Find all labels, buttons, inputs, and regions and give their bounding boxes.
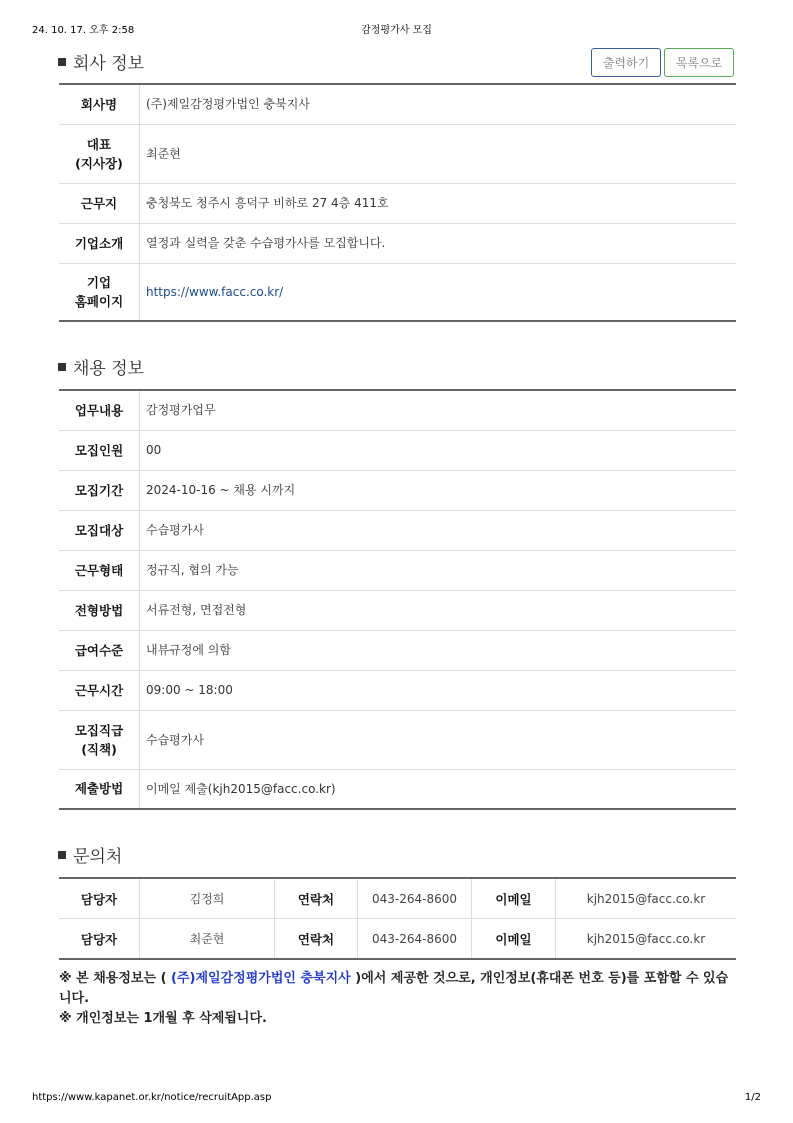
contact-section-title (58, 842, 122, 867)
table-row (59, 263, 736, 321)
table-row (59, 710, 736, 769)
notice-line-2: ※ 개인정보는 1개월 후 삭제됩니다. (59, 1011, 267, 1026)
employment-type-value: 정규직, 협의 가능 (140, 550, 737, 590)
ceo-label: 대표 (지사장) (59, 124, 140, 183)
salary-value: 내뷰규정에 의함 (140, 630, 737, 670)
print-page-title: 감정평가사 모집 (361, 25, 432, 36)
job-duty-value: 감정평가업무 (140, 390, 737, 430)
square-bullet-icon (58, 851, 66, 859)
table-row (59, 390, 736, 430)
workplace-label: 근무지 (59, 183, 140, 223)
person-label: 담당자 (59, 878, 140, 919)
company-info-table (59, 83, 736, 322)
print-url: https://www.kapanet.or.kr/notice/recruitApp.asp (32, 1092, 272, 1103)
selection-method-value: 서류전형, 면접전형 (140, 590, 737, 630)
person-value: 김정희 (140, 878, 275, 919)
table-row (59, 919, 736, 960)
table-row (59, 470, 736, 510)
phone-value: 043-264-8600 (358, 919, 472, 960)
salary-label: 급여수준 (59, 630, 140, 670)
contact-table (59, 877, 736, 960)
employment-type-label: 근무형태 (59, 550, 140, 590)
notice-suffix: )에서 제공한 것으로, 개인정보(휴대폰 번호 등)를 포함할 수 있습니다. (59, 971, 729, 1006)
ceo-value: 최준현 (140, 124, 737, 183)
selection-method-label: 전형방법 (59, 590, 140, 630)
homepage-label: 기업 홈페이지 (59, 263, 140, 321)
table-row (59, 550, 736, 590)
privacy-notice (59, 969, 739, 1029)
target-value: 수습평가사 (140, 510, 737, 550)
table-row (59, 590, 736, 630)
print-datetime: 24. 10. 17. 오후 2:58 (32, 25, 135, 36)
square-bullet-icon (58, 363, 66, 371)
table-row (59, 769, 736, 809)
person-label: 담당자 (59, 919, 140, 960)
company-intro-value: 열정과 실력을 갖춘 수습평가사를 모집합니다. (140, 223, 737, 263)
table-row (59, 84, 736, 124)
notice-company-name: (주)제일감정평가법인 충북지사 (171, 971, 351, 986)
table-row (59, 878, 736, 919)
phone-label: 연락처 (275, 919, 358, 960)
company-name-value: (주)제일감정평가법인 충북지사 (140, 84, 737, 124)
print-button[interactable]: 출력하기 (591, 48, 661, 77)
workplace-value: 충청북도 청주시 흥덕구 비하로 27 4층 411호 (140, 183, 737, 223)
headcount-label: 모집인원 (59, 430, 140, 470)
submission-value: 이메일 제출(kjh2015@facc.co.kr) (146, 781, 336, 796)
work-hours-value: 09:00 ~ 18:00 (140, 670, 737, 710)
table-row (59, 670, 736, 710)
email-value: kjh2015@facc.co.kr (586, 931, 706, 946)
square-bullet-icon (58, 58, 66, 66)
recruit-section-label: 채용 정보 (73, 359, 145, 379)
phone-value: 043-264-8600 (358, 878, 472, 919)
headcount-value: 00 (140, 430, 737, 470)
notice-line-1 (59, 969, 739, 1009)
table-row (59, 183, 736, 223)
email-value: kjh2015@facc.co.kr (556, 878, 737, 919)
notice-prefix: ※ 본 채용정보는 ( (59, 971, 167, 986)
recruit-info-table (59, 389, 736, 810)
person-value: 최준현 (140, 919, 275, 960)
contact-section-label: 문의처 (73, 847, 123, 867)
table-row (59, 510, 736, 550)
homepage-link[interactable]: https://www.facc.co.kr/ (146, 284, 284, 299)
email-label: 이메일 (472, 878, 556, 919)
phone-label: 연락처 (275, 878, 358, 919)
email-label: 이메일 (472, 919, 556, 960)
table-row (59, 630, 736, 670)
table-row (59, 223, 736, 263)
target-label: 모집대상 (59, 510, 140, 550)
period-value: 2024-10-16 ~ 채용 시까지 (140, 470, 737, 510)
table-row (59, 430, 736, 470)
print-page-number: 1/2 (744, 1092, 761, 1103)
list-button[interactable]: 목록으로 (664, 48, 734, 77)
homepage-cell (140, 263, 737, 321)
company-name-label: 회사명 (59, 84, 140, 124)
position-label: 모집직급 (직책) (59, 710, 140, 769)
position-value: 수습평가사 (140, 710, 737, 769)
company-intro-label: 기업소개 (59, 223, 140, 263)
company-section-title (58, 49, 144, 74)
period-label: 모집기간 (59, 470, 140, 510)
recruit-section-title (58, 354, 144, 379)
company-section-label: 회사 정보 (73, 54, 145, 74)
submission-label: 제출방법 (59, 769, 140, 809)
work-hours-label: 근무시간 (59, 670, 140, 710)
job-duty-label: 업무내용 (59, 390, 140, 430)
table-row (59, 124, 736, 183)
